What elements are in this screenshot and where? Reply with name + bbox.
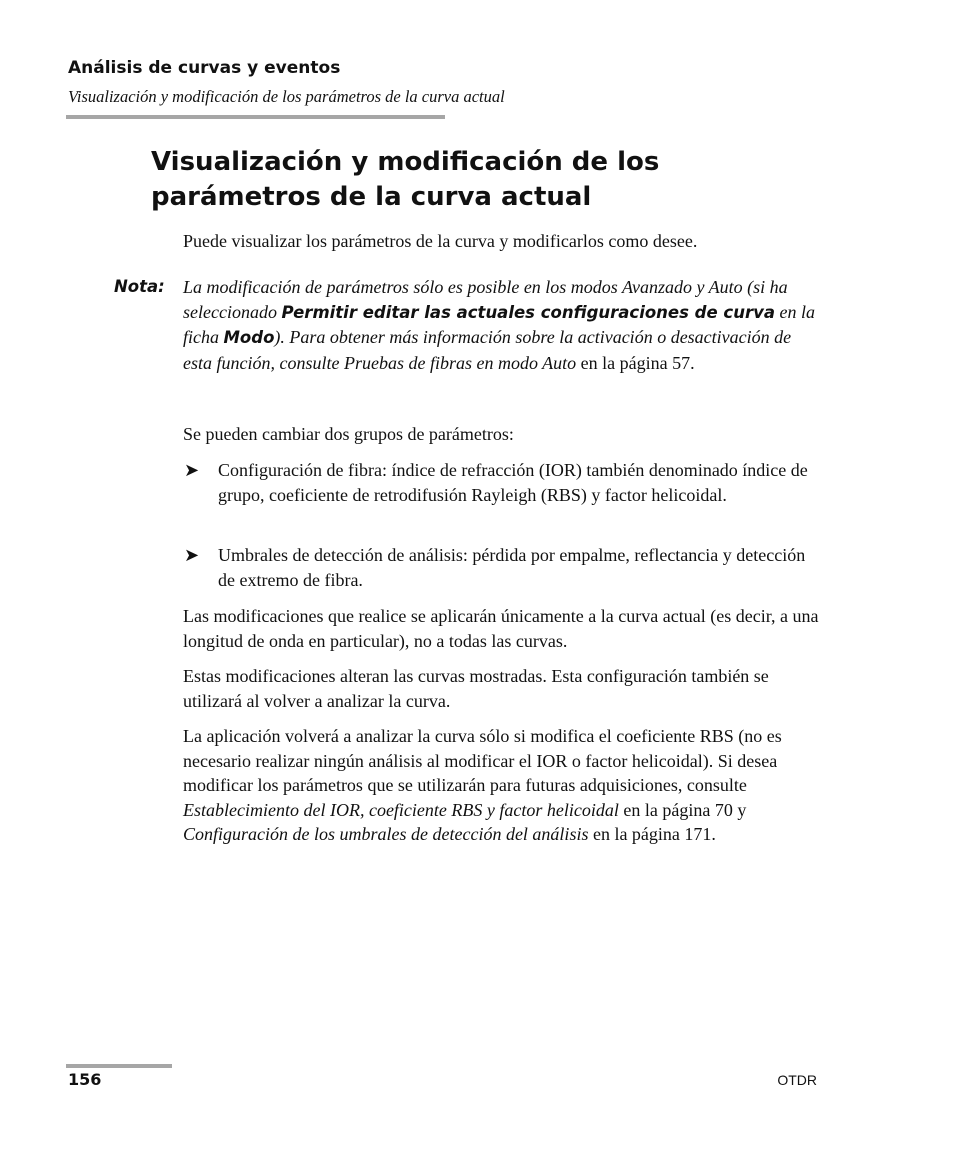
bullet-arrow-icon: ➤ (184, 460, 200, 480)
note-text (183, 275, 823, 375)
paragraph-text-part: La aplicación volverá a analizar la curva sólo si modifica el coeficiente RBS (no es necesario realizar ningún análisis al modificar el IOR o factor helicoidal). Si desea modificar los parámetros que se utilizarán para futuras adquisiciones, consulte (183, 726, 782, 795)
footer-divider (66, 1064, 172, 1068)
page-title: Visualización y modificación de los parámetros de la curva actual (151, 147, 660, 212)
note-text-part: en la ficha (183, 301, 815, 347)
intro-paragraph: Puede visualizar los parámetros de la curva y modificarlos como desee. (183, 231, 698, 251)
paragraph-text-part: en la página 70 y (618, 799, 747, 820)
groups-intro-paragraph: Se pueden cambiar dos grupos de parámetros: (183, 424, 514, 444)
note-page-ref: en la página 57. (576, 352, 695, 373)
bullet-item: Umbrales de detección de análisis: pérdida por empalme, reflectancia y detección de extremo de fibra. (218, 545, 806, 590)
note-label: Nota: (114, 277, 165, 296)
note-text-part: La modificación de parámetros sólo es posible en los modos Avanzado y Auto (si ha seleccionado (183, 277, 788, 322)
paragraph-text-part: en la página 171. (588, 824, 716, 844)
paragraph: Las modificaciones que realice se aplicarán únicamente a la curva actual (es decir, a una longitud de onda en particular), no a todas las curvas. (183, 606, 819, 651)
bullet-arrow-icon: ➤ (184, 545, 200, 565)
note-bold-tab: Modo (223, 328, 275, 347)
running-header-chapter: Análisis de curvas y eventos (68, 58, 341, 78)
note-cross-reference[interactable]: ). Para obtener más información sobre la activación o desactivación de esta función, consulte Pruebas de fibras en modo Auto (183, 327, 792, 373)
running-header-section: Visualización y modificación de los parámetros de la curva actual (68, 87, 505, 106)
note-bold-setting: Permitir editar las actuales configuraciones de curva (281, 302, 775, 322)
footer-product-name: OTDR (777, 1072, 817, 1088)
header-divider (66, 115, 445, 119)
bullet-item: Configuración de fibra: índice de refracción (IOR) también denominado índice de grupo, coeficiente de retrodifusión Rayleigh (RBS) y factor helicoidal. (218, 460, 808, 505)
paragraph: Estas modificaciones alteran las curvas mostradas. Esta configuración también se utilizará al volver a analizar la curva. (183, 666, 769, 711)
cross-reference-link[interactable]: Configuración de los umbrales de detección del análisis (183, 824, 589, 844)
paragraph (183, 724, 823, 847)
page-number: 156 (68, 1070, 102, 1089)
cross-reference-link[interactable]: Establecimiento del IOR, coeficiente RBS y factor helicoidal (183, 799, 619, 820)
